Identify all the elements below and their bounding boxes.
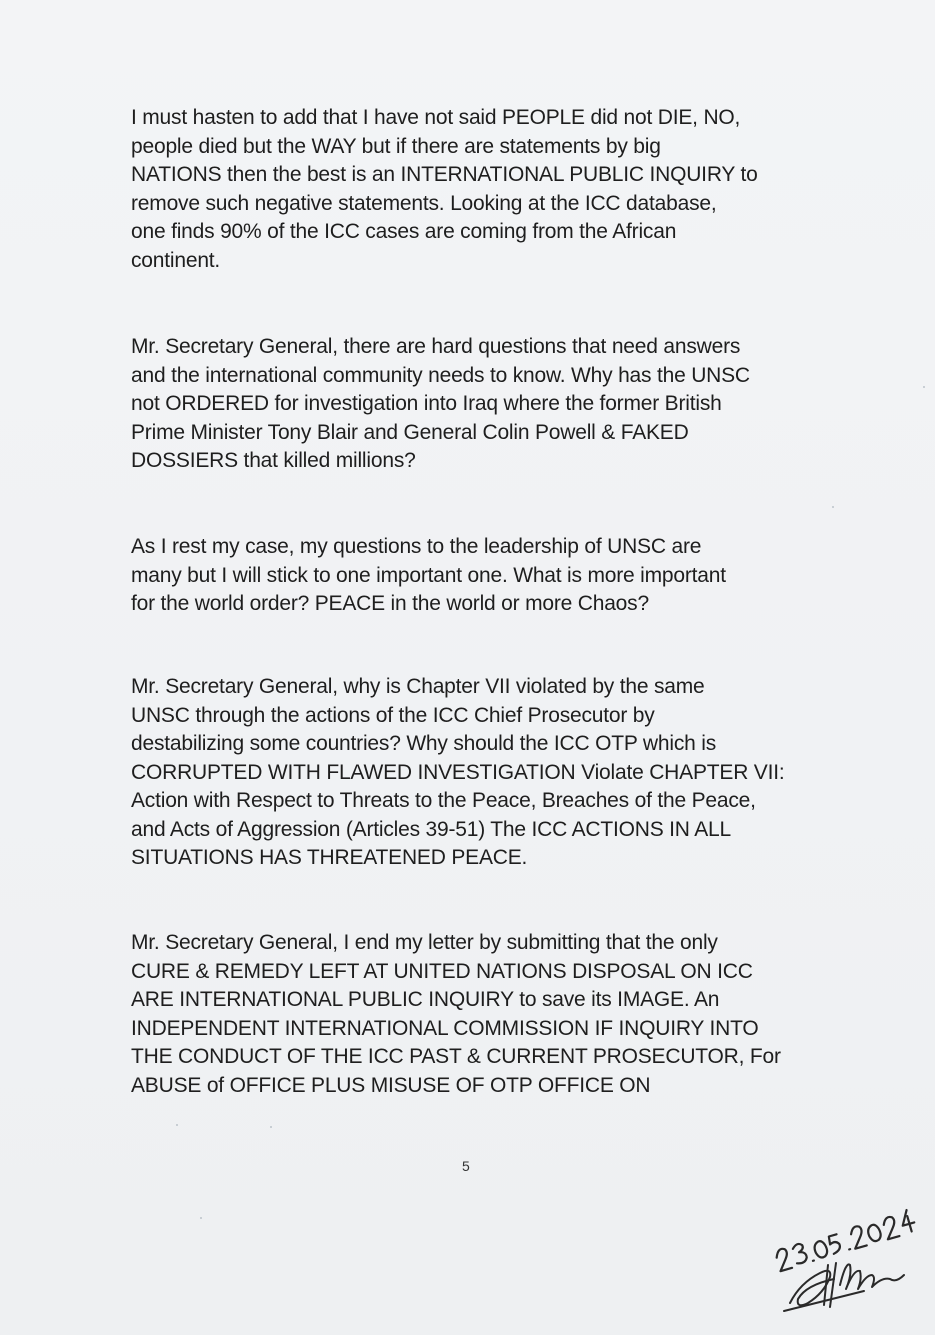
scan-speck	[270, 1126, 272, 1128]
signature-drawing	[770, 1175, 930, 1325]
scan-speck	[200, 1217, 202, 1219]
scan-speck	[923, 386, 925, 388]
scan-speck	[176, 1124, 178, 1126]
scan-speck	[832, 506, 834, 508]
paragraph-chapter-vii: Mr. Secretary General, why is Chapter VII violated by the same UNSC through the actions of the ICC Chief Prosecutor by destabilizing some countries? Why should the ICC OTP which is CORRUPTED WITH FLAWED INVESTIGATION Violate CHAPTER VII: Action with Respect to Threats to the Peace, Breaches of the Peace, and Acts of Aggression (Articles 39-51) The ICC ACTIONS IN ALL SITUATIONS HAS THREATENED PEACE.	[131, 675, 785, 869]
handwritten-signature	[770, 1175, 930, 1325]
page-number: 5	[462, 1158, 470, 1174]
paragraph-closing: Mr. Secretary General, I end my letter by submitting that the only CURE & REMEDY LEFT AT UNITED NATIONS DISPOSAL ON ICC ARE INTERNATIONAL PUBLIC INQUIRY to save its IMAGE. An INDEPENDENT INTERNATIONAL COMMISSION IF INQUIRY INTO THE CONDUCT OF THE ICC PAST & CURRENT PROSECUTOR, For ABUSE of OFFICE PLUS MISUSE OF OTP OFFICE ON	[131, 931, 781, 1097]
paragraph-rest-my-case: As I rest my case, my questions to the leadership of UNSC are many but I will stick to one important one. What is more important for the world order? PEACE in the world or more Chaos?	[131, 535, 726, 615]
paragraph-public-inquiry: I must hasten to add that I have not said PEOPLE did not DIE, NO, people died but the WAY but if there are statements by big NATIONS then the best is an INTERNATIONAL PUBLIC INQUIRY to remove such negative statements. Looking at the ICC database, one finds 90% of the ICC cases are coming from the African continent.	[131, 106, 758, 272]
paragraph-hard-questions: Mr. Secretary General, there are hard questions that need answers and the international community needs to know. Why has the UNSC not ORDERED for investigation into Iraq where the former British Prime Minister Tony Blair and General Colin Powell & FAKED DOSSIERS that killed millions?	[131, 335, 750, 472]
